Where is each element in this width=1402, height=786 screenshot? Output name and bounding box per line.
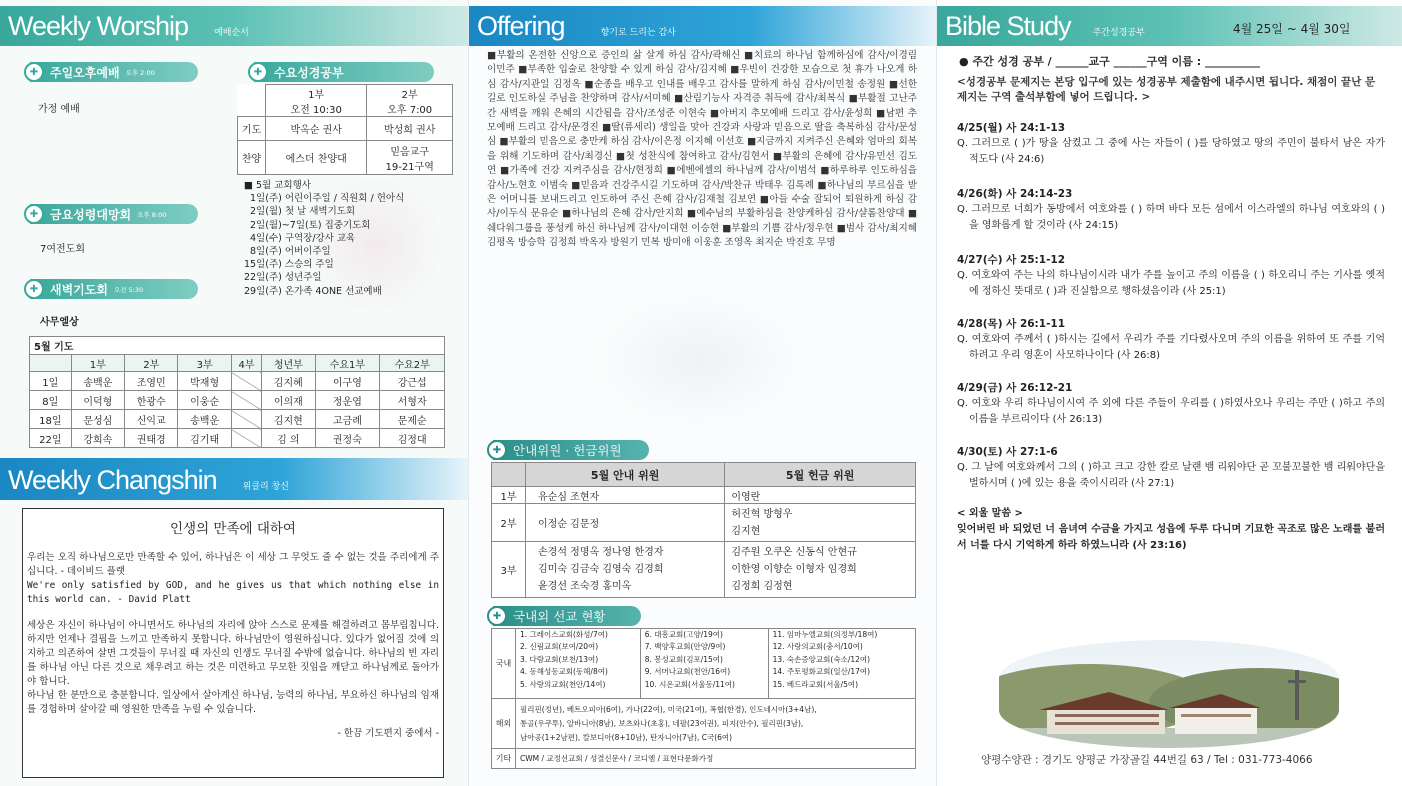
essay-title: 인생의 만족에 대하여 bbox=[170, 521, 296, 537]
retreat-house-image bbox=[999, 640, 1339, 748]
offering-subtitle: 향기로 드리는 감사 bbox=[600, 28, 676, 38]
mission-label: ✚ 국내외 선교 현황 bbox=[493, 606, 641, 626]
sunday-service-body: 가정 예배 bbox=[38, 104, 80, 115]
wednesday-study-label: ✚ 수요성경공부 bbox=[254, 62, 434, 82]
essay-paragraph-3: 하나님 한 분만으로 충분합니다. 일상에서 살아계신 하나님, 능력의 하나님, 부요하신 하나님의 임재를 경험하며 살아갈 때 영원한 만족을 누릴 수 있습니다. bbox=[27, 690, 439, 715]
church-icon: ✚ bbox=[24, 62, 44, 82]
worship-header bbox=[0, 6, 468, 46]
changshin-subtitle: 위클리 창신 bbox=[242, 482, 289, 492]
offering-header bbox=[469, 6, 936, 46]
church-icon: ✚ bbox=[487, 606, 507, 626]
church-icon: ✚ bbox=[248, 62, 268, 82]
dawn-prayer-body: 사무엘상 bbox=[40, 317, 79, 328]
essay-paragraph-1-english: We're only satisfied by GOD, and he gives us that which nothing else in this world can. - David Platt bbox=[27, 580, 439, 605]
changshin-header bbox=[0, 458, 468, 500]
friday-service-body: 7여전도회 bbox=[40, 244, 86, 255]
worship-column bbox=[0, 0, 468, 786]
bible-questions: 4/25(월) 사 24:1-13 Q. 그러므로 ( )가 땅을 삼켰고 그 중에 사는 자들이 ( )를 당하였고 땅의 주민이 불타서 남은 자가 적도다 (사 24:6) 4/26(화) 사 24:14-23 Q. 그러므로 너희가 동방에서 여호와를 ( ) 하며 바다 모든 섬에서 이스라엘의 하나님 여호와의 ( )을 영화롭게 할 것이라 (사 24:15) 4/27(수) 사 25:1-12 Q. 여호와여 주는 나의 하나님이시라 내가 주를 높이고 주의 이름을 ( ) 하오리니 주는 기사를 옛적에 정하신 뜻대로 ( )과 진실함으로 행하셨음이라 (사 25:1) 4/28(목) 사 26:1-11 Q. 여호와여 주께서 ( )하시는 길에서 우리가 주를 기다렸사오며 주의 이름을 위하여 또 주를 기억하려고 우리 영혼이 사모하나이다 (사 26:8) 4/29(금) 사 26:12-21 Q. 여호와 우리 하나님이시여 주 외에 다른 주들이 우리를 ( )하였사오나 우리는 주만 ( )하고 주의 이름을 부르리이다 (사 26:13) 4/30(토) 사 27:1-6 Q. 그 날에 여호와께서 그의 ( )하고 크고 강한 칼로 날랜 뱀 리워야단 곧 꼬불꼬불한 뱀 리워야단을 벌하시며 ( )에 있는 용을 죽이시리라 (사 27:1) < 외울 말씀 > 잊어버린 바 되었던 너 음녀여 수금을 가지고 성읍에 두루 다니며 기묘한 곡조로 많은 노래를 불러서 너를 다시 기억하게 하라 하였느니라 (사 23:16) bbox=[957, 122, 1385, 551]
bible-notice: <성경공부 문제지는 본당 입구에 있는 성경공부 제출함에 내주시면 됩니다. 채점이 끝난 문제지는 구역 출석부함에 넣어 드립니다. > bbox=[957, 76, 1376, 103]
ushers-label: ✚ 안내위원 · 헌금위원 bbox=[493, 440, 649, 460]
bible-title: Bible Study bbox=[945, 11, 1071, 41]
essay-paragraph-1: 우리는 오직 하나님으로만 만족할 수 있어, 하나님은 이 세상 그 무엇도 줄 수 없는 것을 주리에게 주십니다. - 데이비드 플랫 bbox=[27, 552, 439, 577]
retreat-house-illustration bbox=[999, 640, 1339, 748]
church-icon: ✚ bbox=[487, 440, 507, 460]
may-prayer-table: 5월 기도 1부 2부 3부 4부 청년부 수요1부 수요2부 1일 송백운 조영민 박재형 김지혜 이구영 강근섭 8일 이덕형 한광수 이웅순 이의재 정운엽 서형자 18일 문성심 신익교 송백운 김지현 고금례 문제순 22일 강희속 권태경 김기태 김 의 권정숙 김정대 bbox=[29, 336, 445, 448]
church-icon: ✚ bbox=[24, 204, 44, 224]
friday-service-label: ✚ 금요성령대망회 오후 8:00 bbox=[30, 204, 198, 224]
essay-paragraph-2: 세상은 자신이 하나님이 아니면서도 하나님의 자리에 앉아 스스로 문제를 해결하려고 몸부림칩니다. 하지만 언제나 결핍을 느끼고 만족하지 못합니다. 하나님만이 영원하십니다. 있다가 없어질 것에 의지하고 의존하여 살면 그것들이 무너질 때 자신의 인생도 무너질 수밖에 없습니다. 하나님의 빈 자리를 하나님 아닌 다른 것으로 채우려고 하는 것은 미련하고 무모한 짓임을 깨닫고 하나님께로 돌아가야 합니다. bbox=[27, 620, 439, 687]
offering-text: ■부활의 온전한 신앙으로 증인의 삶 살게 하심 감사/곽해신 ■치료의 하나님 함께하심에 감사/이경림 이민주 ■부족한 입술로 찬양할 수 있게 하심 감사/김지혜 ■우빈이 건강한 모습으로 첫 휴가 나오게 하심 감사/지관일 김정옥 ■순종을 배우고 인내를 배우고 감사를 말하게 하심 감사/이민철 송정원 ■선한 길로 인도하실 주님을 찬양하며 감사/서미혜 ■산림기능사 자격증 취득에 감사/최복식 ■부활절 고난주간 새벽을 깨워 은혜의 시간됨을 감사/조성준 이현숙 ■아버지 추모예배 드리고 감사/윤성희 ■남편 추모예배 드리고 감사/문경진 ■딸(류세리) 생일을 맞아 건강과 사랑과 믿음으로 딸을 축복하심 감사/문성심 ■부활의 믿음으로 충만케 하심 감사/이은정 이지혜 이선호 ■지금까지 지켜주신 은혜와 엄마의 회복을 위해 기도하며 감사/최경신 ■첫 성찬식에 참여하고 감사/김현서 ■부활의 은혜에 감사/유민선 김도연 ■가족에 건강 지켜주심을 감사/현정희 ■에벤에셀의 하나님께 감사/이범석 ■하루하루 인도하심을 감사/노현호 이범숙 ■믿음과 건강주시길 기도하며 감사/박찬규 박태우 김록례 ■하나님의 부르심을 받은 어머니를 보내드리고 인도하여 주신 은혜 감사/김재철 김보연 ■아들 수술 잘되어 퇴원하게 하심 감사/이두식 문유순 ■하나님의 은혜 감사/안지희 ■예수님의 부활하심을 찬양케하심 감사/샬롬찬양대 ■쉐다워그룹을 풍성케 하신 하나님께 감사/이대현 이승현 ■부활의 기쁨 감사/정우현 ■범사 감사/최지혜 김평옥 방승학 김정희 박옥자 방원기 민복 방미애 이웅훈 조영옥 최지순 박진호 무명 bbox=[487, 50, 917, 249]
wednesday-study-table: 1부 오전 10:30 2부 오후 7:00 기도 박옥순 권사 박성희 권사 찬양 에스더 찬양대 믿음교구 19-21구역 bbox=[237, 84, 453, 175]
bible-header-line: ● 주간 성경 공부 / ______교구 ______구역 이름 : __________ bbox=[959, 55, 1260, 68]
bible-date-range: 4월 25일 ~ 4월 30일 bbox=[1233, 22, 1351, 36]
offering-title: Offering bbox=[477, 11, 565, 41]
worship-title: Weekly Worship bbox=[8, 11, 189, 41]
bible-subtitle: 주간성경공부 bbox=[1092, 28, 1145, 38]
bible-study-column bbox=[936, 0, 1402, 786]
dawn-prayer-label: ✚ 새벽기도회 오전 5:30 bbox=[30, 279, 198, 299]
mission-table: 국내 1. 그레이스교회(화성/7여) 2. 신림교회(보여/20여) 3. 다람교회(보천/13여) 4. 동해성동교회(동해/8여) 5. 사랑의교회(천안/14여) 6. 대흥교회(고양/19여) 7. 백양후교회(안양/9여) 8. 봉성교회(김포/15여) 9. 서머나교회(천안/16여) 10. 시온교회(서울동/11여) 11. 임마누엘교회(의정부/18여) 12. 사랑의교회(충서/10여) 13. 숙손증앙교회(숙소/12여) 14. 주토평화교회(일산/17여) 15. 베드라교회(서울/5여) 해외 필리핀(정년), 베트오피아(6여), 가나(22여), 미국(21여), 폭협(한경), 인도네시아(3+4남), 통골(우쿠투), 알바니아(8남), 보츠와나(초홍), 네팔(23여권), 피지(안수), 필리핀(3남), 남아공(1+2남편), 칼보디아(8+10남), 탄자니아(7남), C국(6여) 기타 CWM / 교정선교회 / 성결신문사 / 코디엠 / 표현다문화가정 bbox=[491, 628, 916, 769]
changshin-title: Weekly Changshin bbox=[8, 465, 217, 495]
bible-footer: 양평수양관 : 경기도 양평군 가장골길 44번길 63 / Tel : 031-773-4066 bbox=[981, 754, 1313, 766]
worship-subtitle: 예배순서 bbox=[214, 28, 249, 38]
flower-decoration bbox=[589, 290, 809, 430]
offering-column bbox=[468, 0, 936, 786]
essay-box bbox=[22, 508, 444, 778]
may-events-list: ■ 5월 교회행사 1일(주) 어린이주일 / 직원회 / 헌아식 2일(월) 첫 날 새벽기도회 2일(월)~7일(토) 집중기도회 4일(수) 구역장/강사 교육 8일(주) 어버이주일 15일(주) 스승의 주일 22일(주) 성년주일 29일(주) 온가족 4ONE 선교예배 bbox=[244, 180, 405, 297]
essay-source: - 한끔 기도편지 중에서 - bbox=[337, 728, 439, 739]
ushers-table: 5월 안내 위원 5월 헌금 위원 1부 유순심 조현자 이영란 2부 이정순 김문정 허진혁 방형우 김지현 3부 손경석 정명옥 정나영 한경자 김미숙 김금숙 김영숙 김경희 윤경선 조숙경 홍미옥 김주원 오쿠온 신동식 안현규 이한영 이향순 이형자 임경희 김정희 김정현 bbox=[491, 462, 916, 598]
sunday-service-label: ✚ 주일오후예배 오후 2:00 bbox=[30, 62, 198, 82]
church-icon: ✚ bbox=[24, 279, 44, 299]
